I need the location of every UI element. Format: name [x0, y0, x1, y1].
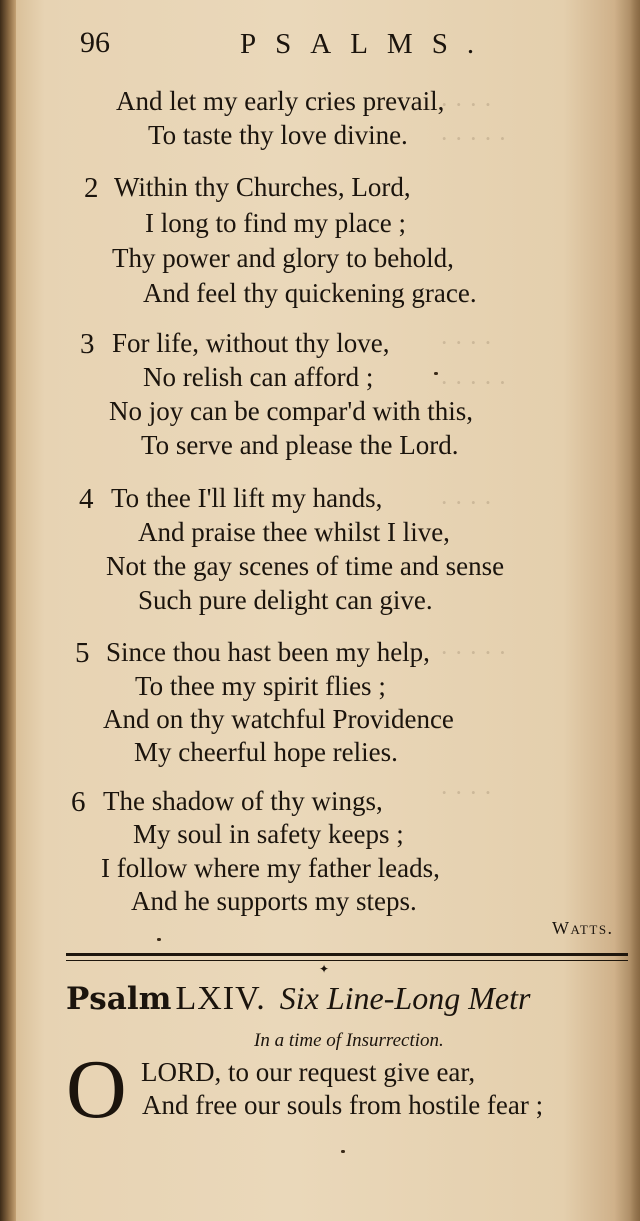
psalm-heading: [66, 980, 530, 1018]
verse-number: 2: [84, 172, 99, 204]
verse-number: 4: [79, 483, 94, 515]
psalm-occasion: In a time of Insurrection.: [254, 1030, 444, 1051]
ink-speck: [157, 938, 161, 941]
verse-line: No relish can afford ;: [143, 362, 374, 392]
page-header: [0, 26, 640, 66]
verse-line: Since thou hast been my help,: [106, 637, 430, 667]
verse-line: No joy can be compar'd with this,: [109, 396, 474, 426]
verse-line: My soul in safety keeps ;: [133, 819, 404, 849]
verse-number: 3: [80, 328, 95, 360]
section-rule-thin: [66, 960, 628, 961]
verse-line: I follow where my father leads,: [101, 853, 440, 883]
drop-cap: O: [66, 1043, 127, 1136]
section-rule-thick: [66, 953, 628, 956]
page-edge-shadow: [630, 0, 640, 1221]
verse-line: The shadow of thy wings,: [103, 786, 383, 816]
psalm-line: LORD, to our request give ear,: [141, 1057, 476, 1087]
psalm-heading-meter: Six Line-Long Metr: [279, 980, 531, 1016]
verse-line: I long to find my place ;: [145, 208, 406, 238]
verse-line: To thee my spirit flies ;: [135, 671, 386, 701]
verse-number: 5: [75, 637, 90, 669]
verse-line: Thy power and glory to behold,: [112, 243, 454, 273]
rule-ornament: ✦: [319, 962, 330, 976]
verse-line: And feel thy quickening grace.: [143, 278, 477, 308]
page-gutter-shadow: [0, 0, 16, 1221]
verse-line: Such pure delight can give.: [138, 585, 433, 615]
verse-line: For life, without thy love,: [112, 328, 390, 358]
verse-line: And on thy watchful Providence: [103, 704, 454, 734]
verse-line: To serve and please the Lord.: [141, 430, 459, 460]
verse-line: Within thy Churches, Lord,: [114, 172, 411, 202]
verse-line: To taste thy love divine.: [148, 120, 408, 150]
verse-line: And he supports my steps.: [131, 886, 417, 916]
running-title: PSALMS.: [240, 28, 494, 60]
psalm-heading-word: Psalm: [66, 981, 172, 1017]
verse-line: My cheerful hope relies.: [134, 737, 398, 767]
psalm-line: And free our souls from hostile fear ;: [142, 1090, 544, 1120]
verse-line: And praise thee whilst I live,: [138, 517, 450, 547]
verse-line: And let my early cries prevail,: [116, 86, 445, 116]
ink-speck: [434, 372, 438, 375]
psalm-heading-number: LXIV.: [175, 980, 266, 1017]
page-number: 96: [80, 26, 110, 59]
reverse-page-show-through: · · · · · · · · · · · · · · · · · · · · · · · · · · · · · · ·: [440, 92, 507, 807]
verse-line: To thee I'll lift my hands,: [111, 483, 383, 513]
hymn-attribution: Watts.: [552, 918, 614, 938]
ink-speck: [341, 1150, 345, 1153]
verse-line: Not the gay scenes of time and sense: [106, 551, 505, 581]
verse-number: 6: [71, 786, 86, 818]
